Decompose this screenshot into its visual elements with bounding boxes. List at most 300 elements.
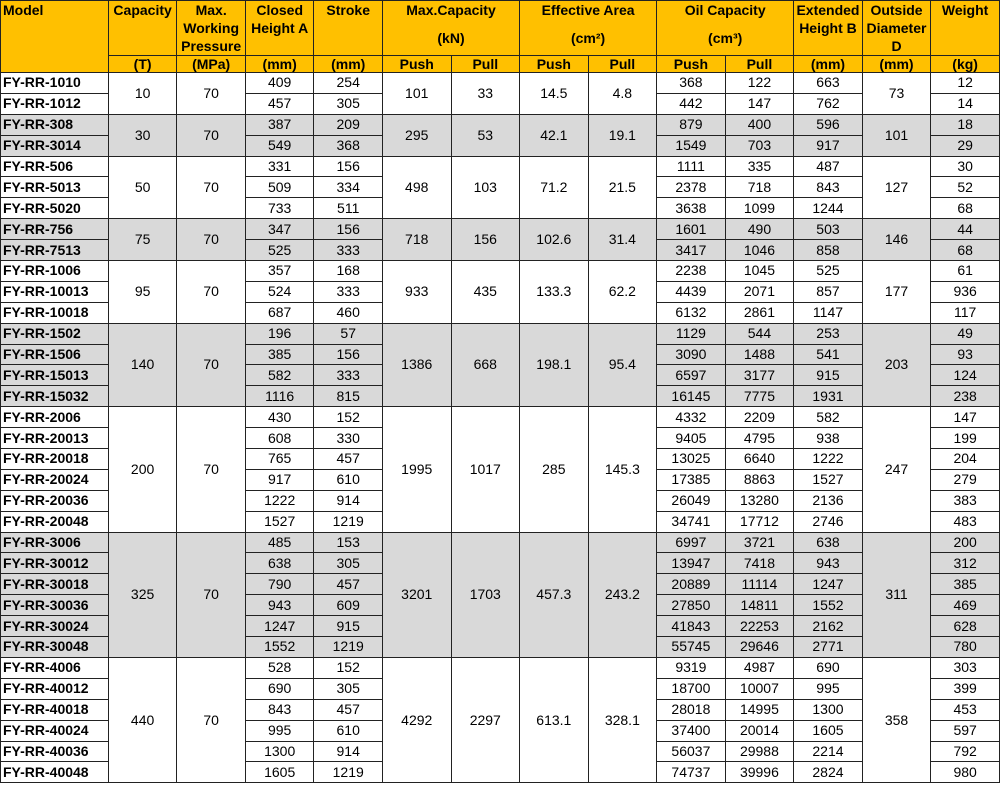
max-capacity-label: Max.Capacity	[406, 2, 496, 18]
extended-height-cell: 541	[794, 344, 863, 365]
closed-height-cell: 387	[245, 114, 314, 135]
pressure-cell: 70	[177, 73, 246, 115]
oil-capacity-pull-cell: 17712	[725, 511, 794, 532]
extended-height-cell: 2771	[794, 637, 863, 658]
oil-capacity-pull-cell: 14995	[725, 699, 794, 720]
extended-height-cell: 1552	[794, 595, 863, 616]
oil-capacity-pull-cell: 39996	[725, 762, 794, 783]
header-pressure: Max. Working Pressure	[177, 1, 246, 56]
model-cell: FY-RR-3014	[1, 135, 109, 156]
pressure-cell: 70	[177, 532, 246, 657]
oil-capacity-pull-cell: 8863	[725, 469, 794, 490]
oil-capacity-push-cell: 34741	[657, 511, 726, 532]
subheader-pull: Pull	[725, 56, 794, 73]
closed-height-cell: 608	[245, 428, 314, 449]
oil-capacity-pull-cell: 1045	[725, 261, 794, 282]
table-body	[1, 73, 1000, 783]
header-capacity: Capacity	[108, 1, 177, 56]
oil-capacity-push-cell: 16145	[657, 386, 726, 407]
oil-capacity-push-cell: 442	[657, 93, 726, 114]
oil-capacity-push-cell: 1549	[657, 135, 726, 156]
effective-area-push-cell: 613.1	[520, 657, 589, 782]
max-capacity-push-cell: 4292	[382, 657, 451, 782]
model-cell: FY-RR-10013	[1, 281, 109, 302]
oil-capacity-push-cell: 2378	[657, 177, 726, 198]
unit-extended-height: (mm)	[794, 56, 863, 73]
extended-height-cell: 843	[794, 177, 863, 198]
model-cell: FY-RR-15032	[1, 386, 109, 407]
oil-capacity-pull-cell: 3177	[725, 365, 794, 386]
oil-capacity-pull-cell: 14811	[725, 595, 794, 616]
model-cell: FY-RR-5013	[1, 177, 109, 198]
effective-area-push-cell: 14.5	[520, 73, 589, 115]
model-cell: FY-RR-506	[1, 156, 109, 177]
extended-height-cell: 1605	[794, 720, 863, 741]
max-capacity-push-cell: 1995	[382, 407, 451, 532]
model-cell: FY-RR-2006	[1, 407, 109, 428]
closed-height-cell: 843	[245, 699, 314, 720]
weight-cell: 453	[931, 699, 1000, 720]
closed-height-cell: 196	[245, 323, 314, 344]
oil-capacity-push-cell: 1111	[657, 156, 726, 177]
oil-capacity-pull-cell: 10007	[725, 678, 794, 699]
max-capacity-push-cell: 933	[382, 261, 451, 324]
oil-capacity-push-cell: 27850	[657, 595, 726, 616]
max-capacity-push-cell: 295	[382, 114, 451, 156]
oil-capacity-push-cell: 4332	[657, 407, 726, 428]
weight-cell: 49	[931, 323, 1000, 344]
header-oil-capacity	[657, 1, 794, 56]
oil-capacity-push-cell: 17385	[657, 469, 726, 490]
weight-cell: 117	[931, 302, 1000, 323]
max-capacity-push-cell: 718	[382, 219, 451, 261]
closed-height-cell: 687	[245, 302, 314, 323]
model-cell: FY-RR-1006	[1, 261, 109, 282]
weight-cell: 29	[931, 135, 1000, 156]
extended-height-cell: 857	[794, 281, 863, 302]
extended-height-cell: 1247	[794, 574, 863, 595]
oil-capacity-push-cell: 18700	[657, 678, 726, 699]
stroke-cell: 457	[314, 699, 383, 720]
oil-capacity-push-cell: 2238	[657, 261, 726, 282]
oil-capacity-push-cell: 879	[657, 114, 726, 135]
stroke-cell: 156	[314, 156, 383, 177]
header-extended-height: Extended Height B	[794, 1, 863, 56]
weight-cell: 14	[931, 93, 1000, 114]
closed-height-cell: 528	[245, 657, 314, 678]
model-cell: FY-RR-40018	[1, 699, 109, 720]
max-capacity-unit: (kN)	[437, 30, 465, 46]
max-capacity-push-cell: 3201	[382, 532, 451, 657]
oil-capacity-push-cell: 9405	[657, 428, 726, 449]
closed-height-cell: 917	[245, 469, 314, 490]
weight-cell: 52	[931, 177, 1000, 198]
capacity-cell: 95	[108, 261, 177, 324]
model-cell: FY-RR-3006	[1, 532, 109, 553]
oil-capacity-pull-cell: 13280	[725, 490, 794, 511]
weight-cell: 279	[931, 469, 1000, 490]
weight-cell: 12	[931, 73, 1000, 94]
pressure-cell: 70	[177, 156, 246, 219]
unit-outside-diameter: (mm)	[862, 56, 931, 73]
closed-height-cell: 457	[245, 93, 314, 114]
weight-cell: 61	[931, 261, 1000, 282]
weight-cell: 936	[931, 281, 1000, 302]
max-capacity-pull-cell: 33	[451, 73, 520, 115]
oil-capacity-pull-cell: 3721	[725, 532, 794, 553]
weight-cell: 204	[931, 449, 1000, 470]
weight-cell: 792	[931, 741, 1000, 762]
oil-capacity-pull-cell: 544	[725, 323, 794, 344]
weight-cell: 383	[931, 490, 1000, 511]
stroke-cell: 914	[314, 490, 383, 511]
weight-cell: 780	[931, 637, 1000, 658]
oil-capacity-label: Oil Capacity	[684, 2, 766, 18]
header-stroke: Stroke	[314, 1, 383, 56]
model-cell: FY-RR-40036	[1, 741, 109, 762]
weight-cell: 385	[931, 574, 1000, 595]
weight-cell: 399	[931, 678, 1000, 699]
capacity-cell: 200	[108, 407, 177, 532]
oil-capacity-push-cell: 368	[657, 73, 726, 94]
extended-height-cell: 915	[794, 365, 863, 386]
oil-capacity-push-cell: 1601	[657, 219, 726, 240]
model-cell: FY-RR-308	[1, 114, 109, 135]
effective-area-pull-cell: 62.2	[588, 261, 657, 324]
header-weight: Weight	[931, 1, 1000, 56]
oil-capacity-pull-cell: 2071	[725, 281, 794, 302]
table-row	[1, 532, 1000, 553]
closed-height-cell: 690	[245, 678, 314, 699]
closed-height-cell: 995	[245, 720, 314, 741]
stroke-cell: 330	[314, 428, 383, 449]
oil-capacity-push-cell: 13947	[657, 553, 726, 574]
model-cell: FY-RR-40024	[1, 720, 109, 741]
weight-cell: 980	[931, 762, 1000, 783]
oil-capacity-pull-cell: 7775	[725, 386, 794, 407]
max-capacity-pull-cell: 2297	[451, 657, 520, 782]
stroke-cell: 152	[314, 407, 383, 428]
model-cell: FY-RR-40012	[1, 678, 109, 699]
stroke-cell: 209	[314, 114, 383, 135]
outside-diameter-cell: 127	[862, 156, 931, 219]
oil-capacity-push-cell: 20889	[657, 574, 726, 595]
max-capacity-pull-cell: 1703	[451, 532, 520, 657]
pressure-cell: 70	[177, 114, 246, 156]
oil-capacity-push-cell: 55745	[657, 637, 726, 658]
model-cell: FY-RR-4006	[1, 657, 109, 678]
stroke-cell: 915	[314, 616, 383, 637]
oil-capacity-push-cell: 3090	[657, 344, 726, 365]
closed-height-cell: 1300	[245, 741, 314, 762]
oil-capacity-pull-cell: 400	[725, 114, 794, 135]
table-row	[1, 657, 1000, 678]
oil-capacity-pull-cell: 4795	[725, 428, 794, 449]
extended-height-cell: 995	[794, 678, 863, 699]
capacity-cell: 10	[108, 73, 177, 115]
closed-height-cell: 1222	[245, 490, 314, 511]
extended-height-cell: 1300	[794, 699, 863, 720]
closed-height-cell: 485	[245, 532, 314, 553]
weight-cell: 200	[931, 532, 1000, 553]
weight-cell: 597	[931, 720, 1000, 741]
oil-capacity-pull-cell: 6640	[725, 449, 794, 470]
effective-area-push-cell: 457.3	[520, 532, 589, 657]
oil-capacity-pull-cell: 718	[725, 177, 794, 198]
outside-diameter-cell: 311	[862, 532, 931, 657]
extended-height-cell: 2162	[794, 616, 863, 637]
stroke-cell: 609	[314, 595, 383, 616]
pressure-cell: 70	[177, 407, 246, 532]
model-cell: FY-RR-1506	[1, 344, 109, 365]
weight-cell: 124	[931, 365, 1000, 386]
oil-capacity-push-cell: 28018	[657, 699, 726, 720]
table-row	[1, 73, 1000, 94]
unit-stroke: (mm)	[314, 56, 383, 73]
model-cell: FY-RR-30012	[1, 553, 109, 574]
table-header	[1, 1, 1000, 73]
oil-capacity-pull-cell: 11114	[725, 574, 794, 595]
effective-area-push-cell: 102.6	[520, 219, 589, 261]
stroke-cell: 1219	[314, 637, 383, 658]
oil-capacity-push-cell: 6997	[657, 532, 726, 553]
max-capacity-push-cell: 101	[382, 73, 451, 115]
closed-height-cell: 790	[245, 574, 314, 595]
capacity-cell: 140	[108, 323, 177, 407]
max-capacity-pull-cell: 53	[451, 114, 520, 156]
effective-area-pull-cell: 145.3	[588, 407, 657, 532]
extended-height-cell: 2824	[794, 762, 863, 783]
model-cell: FY-RR-30024	[1, 616, 109, 637]
closed-height-cell: 525	[245, 240, 314, 261]
weight-cell: 483	[931, 511, 1000, 532]
extended-height-cell: 943	[794, 553, 863, 574]
weight-cell: 18	[931, 114, 1000, 135]
effective-area-unit: (cm²)	[570, 30, 606, 46]
outside-diameter-cell: 101	[862, 114, 931, 156]
stroke-cell: 815	[314, 386, 383, 407]
subheader-push: Push	[520, 56, 589, 73]
subheader-pull: Pull	[588, 56, 657, 73]
stroke-cell: 460	[314, 302, 383, 323]
effective-area-pull-cell: 4.8	[588, 73, 657, 115]
header-closed-height: Closed Height A	[245, 1, 314, 56]
weight-cell: 303	[931, 657, 1000, 678]
max-capacity-pull-cell: 668	[451, 323, 520, 407]
unit-closed-height: (mm)	[245, 56, 314, 73]
max-capacity-push-cell: 498	[382, 156, 451, 219]
oil-capacity-pull-cell: 29988	[725, 741, 794, 762]
model-cell: FY-RR-30036	[1, 595, 109, 616]
oil-capacity-push-cell: 37400	[657, 720, 726, 741]
oil-capacity-pull-cell: 2861	[725, 302, 794, 323]
oil-capacity-pull-cell: 1488	[725, 344, 794, 365]
model-cell: FY-RR-7513	[1, 240, 109, 261]
stroke-cell: 156	[314, 219, 383, 240]
subheader-push: Push	[657, 56, 726, 73]
stroke-cell: 1219	[314, 511, 383, 532]
oil-capacity-pull-cell: 703	[725, 135, 794, 156]
weight-cell: 469	[931, 595, 1000, 616]
closed-height-cell: 1116	[245, 386, 314, 407]
stroke-cell: 152	[314, 657, 383, 678]
extended-height-cell: 1931	[794, 386, 863, 407]
oil-capacity-push-cell: 13025	[657, 449, 726, 470]
oil-capacity-pull-cell: 29646	[725, 637, 794, 658]
closed-height-cell: 524	[245, 281, 314, 302]
closed-height-cell: 1527	[245, 511, 314, 532]
stroke-cell: 333	[314, 281, 383, 302]
header-model: Model	[1, 1, 109, 73]
table-row	[1, 323, 1000, 344]
model-cell: FY-RR-15013	[1, 365, 109, 386]
oil-capacity-pull-cell: 122	[725, 73, 794, 94]
oil-capacity-pull-cell: 20014	[725, 720, 794, 741]
stroke-cell: 333	[314, 365, 383, 386]
stroke-cell: 334	[314, 177, 383, 198]
extended-height-cell: 596	[794, 114, 863, 135]
stroke-cell: 57	[314, 323, 383, 344]
header-effective-area	[520, 1, 657, 56]
extended-height-cell: 690	[794, 657, 863, 678]
capacity-cell: 440	[108, 657, 177, 782]
closed-height-cell: 357	[245, 261, 314, 282]
oil-capacity-push-cell: 26049	[657, 490, 726, 511]
outside-diameter-cell: 73	[862, 73, 931, 115]
table-row	[1, 219, 1000, 240]
closed-height-cell: 347	[245, 219, 314, 240]
oil-capacity-pull-cell: 22253	[725, 616, 794, 637]
closed-height-cell: 1247	[245, 616, 314, 637]
extended-height-cell: 1147	[794, 302, 863, 323]
effective-area-push-cell: 198.1	[520, 323, 589, 407]
weight-cell: 68	[931, 240, 1000, 261]
stroke-cell: 368	[314, 135, 383, 156]
oil-capacity-pull-cell: 2209	[725, 407, 794, 428]
pressure-cell: 70	[177, 657, 246, 782]
effective-area-pull-cell: 19.1	[588, 114, 657, 156]
oil-capacity-push-cell: 3417	[657, 240, 726, 261]
stroke-cell: 333	[314, 240, 383, 261]
weight-cell: 44	[931, 219, 1000, 240]
extended-height-cell: 663	[794, 73, 863, 94]
model-cell: FY-RR-20018	[1, 449, 109, 470]
extended-height-cell: 917	[794, 135, 863, 156]
model-cell: FY-RR-1010	[1, 73, 109, 94]
extended-height-cell: 1244	[794, 198, 863, 219]
oil-capacity-push-cell: 1129	[657, 323, 726, 344]
model-cell: FY-RR-1502	[1, 323, 109, 344]
weight-cell: 238	[931, 386, 1000, 407]
extended-height-cell: 638	[794, 532, 863, 553]
weight-cell: 30	[931, 156, 1000, 177]
model-cell: FY-RR-20036	[1, 490, 109, 511]
closed-height-cell: 549	[245, 135, 314, 156]
unit-pressure: (MPa)	[177, 56, 246, 73]
stroke-cell: 305	[314, 93, 383, 114]
stroke-cell: 153	[314, 532, 383, 553]
closed-height-cell: 1552	[245, 637, 314, 658]
pressure-cell: 70	[177, 323, 246, 407]
oil-capacity-push-cell: 4439	[657, 281, 726, 302]
capacity-cell: 325	[108, 532, 177, 657]
max-capacity-pull-cell: 435	[451, 261, 520, 324]
capacity-cell: 75	[108, 219, 177, 261]
extended-height-cell: 2746	[794, 511, 863, 532]
weight-cell: 147	[931, 407, 1000, 428]
pressure-cell: 70	[177, 261, 246, 324]
closed-height-cell: 385	[245, 344, 314, 365]
effective-area-push-cell: 42.1	[520, 114, 589, 156]
extended-height-cell: 2136	[794, 490, 863, 511]
effective-area-push-cell: 71.2	[520, 156, 589, 219]
outside-diameter-cell: 203	[862, 323, 931, 407]
weight-cell: 312	[931, 553, 1000, 574]
closed-height-cell: 765	[245, 449, 314, 470]
oil-capacity-push-cell: 6132	[657, 302, 726, 323]
oil-capacity-unit: (cm³)	[708, 30, 743, 46]
effective-area-pull-cell: 31.4	[588, 219, 657, 261]
capacity-cell: 30	[108, 114, 177, 156]
oil-capacity-pull-cell: 490	[725, 219, 794, 240]
oil-capacity-push-cell: 56037	[657, 741, 726, 762]
weight-cell: 628	[931, 616, 1000, 637]
effective-area-label: Effective Area	[541, 2, 635, 18]
oil-capacity-push-cell: 74737	[657, 762, 726, 783]
model-cell: FY-RR-30048	[1, 637, 109, 658]
stroke-cell: 914	[314, 741, 383, 762]
extended-height-cell: 858	[794, 240, 863, 261]
oil-capacity-push-cell: 6597	[657, 365, 726, 386]
max-capacity-pull-cell: 156	[451, 219, 520, 261]
stroke-cell: 305	[314, 678, 383, 699]
stroke-cell: 254	[314, 73, 383, 94]
table-row	[1, 407, 1000, 428]
stroke-cell: 610	[314, 720, 383, 741]
extended-height-cell: 1527	[794, 469, 863, 490]
oil-capacity-pull-cell: 335	[725, 156, 794, 177]
closed-height-cell: 331	[245, 156, 314, 177]
outside-diameter-cell: 177	[862, 261, 931, 324]
closed-height-cell: 1605	[245, 762, 314, 783]
subheader-pull: Pull	[451, 56, 520, 73]
extended-height-cell: 525	[794, 261, 863, 282]
stroke-cell: 511	[314, 198, 383, 219]
model-cell: FY-RR-1012	[1, 93, 109, 114]
extended-height-cell: 253	[794, 323, 863, 344]
stroke-cell: 168	[314, 261, 383, 282]
extended-height-cell: 582	[794, 407, 863, 428]
oil-capacity-push-cell: 9319	[657, 657, 726, 678]
weight-cell: 199	[931, 428, 1000, 449]
model-cell: FY-RR-30018	[1, 574, 109, 595]
effective-area-pull-cell: 243.2	[588, 532, 657, 657]
model-cell: FY-RR-10018	[1, 302, 109, 323]
outside-diameter-cell: 146	[862, 219, 931, 261]
closed-height-cell: 733	[245, 198, 314, 219]
stroke-cell: 305	[314, 553, 383, 574]
oil-capacity-pull-cell: 4987	[725, 657, 794, 678]
effective-area-push-cell: 133.3	[520, 261, 589, 324]
stroke-cell: 156	[314, 344, 383, 365]
table-row	[1, 114, 1000, 135]
closed-height-cell: 430	[245, 407, 314, 428]
extended-height-cell: 938	[794, 428, 863, 449]
outside-diameter-cell: 358	[862, 657, 931, 782]
effective-area-pull-cell: 328.1	[588, 657, 657, 782]
oil-capacity-pull-cell: 1046	[725, 240, 794, 261]
effective-area-pull-cell: 95.4	[588, 323, 657, 407]
